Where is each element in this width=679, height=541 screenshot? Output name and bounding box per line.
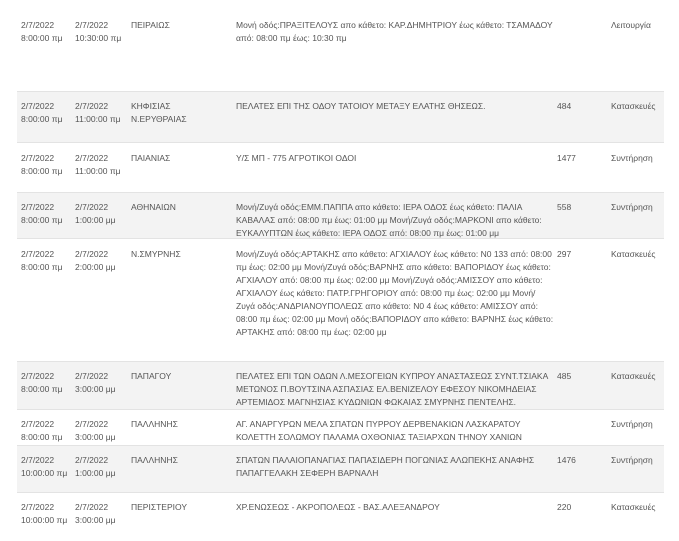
start-time: 2/7/2022 8:00:00 πμ [21, 153, 63, 176]
table-row [17, 493, 664, 541]
address-text: Μονή οδός:ΠΡΑΞΙΤΕΛΟΥΣ απο κάθετο: ΚΑΡ.ΔΗΜΗΤΡΙΟΥ έως κάθετο: ΤΣΑΜΑΔΟΥ από: 08:00 πμ έως: 10:30 πμ [236, 20, 553, 43]
address-text: ΠΕΛΑΤΕΣ ΕΠΙ ΤΩΝ ΟΔΩΝ Λ.ΜΕΣΟΓΕΙΩΝ ΚΥΠΡΟΥ ΑΝΑΣΤΑΣΕΩΣ ΣΥΝΤ.ΤΣΙΑΚΑ ΜΕΤΩΝΟΣ Π.ΒΟΥΤΣΙΝΑ ΑΣΠΑΣΙΑΣ ΕΛ.ΒΕΝΙΖΕΛΟΥ ΕΦΕΣΟΥ ΝΙΚΟΜΗΔΕΙΑΣ ΑΡΤΕΜΙΔΟΣ ΜΑΓΝΗΣΙΑΣ ΚΥΔΩΝΙΩΝ ΦΩΚΑΙΑΣ ΣΜΥΡΝΗΣ ΠΕΝΤΕΛΗΣ. [236, 371, 548, 407]
address-text: Υ/Σ ΜΠ - 775 ΑΓΡΟΤΙΚΟΙ ΟΔΟΙ [236, 153, 357, 163]
table-row [17, 91, 664, 143]
end-time: 2/7/2022 10:30:00 πμ [75, 20, 122, 43]
reason-text: Λειτουργία [611, 20, 651, 30]
reason-text: Συντήρηση [611, 455, 653, 465]
start-time: 2/7/2022 8:00:00 πμ [21, 202, 63, 225]
start-time: 2/7/2022 8:00:00 πμ [21, 419, 63, 442]
reason-text: Συντήρηση [611, 153, 653, 163]
customers-count: 558 [557, 202, 572, 212]
customers-count: 485 [557, 371, 572, 381]
end-time: 2/7/2022 3:00:00 μμ [75, 502, 116, 525]
table-row [17, 361, 664, 410]
customers-count: 1476 [557, 455, 576, 465]
start-time: 2/7/2022 10:00:00 πμ [21, 455, 68, 478]
start-time: 2/7/2022 8:00:00 πμ [21, 371, 63, 394]
end-time: 2/7/2022 11:00:00 πμ [75, 101, 121, 124]
end-time: 2/7/2022 3:00:00 μμ [75, 419, 116, 442]
area-name: ΚΗΦΙΣΙΑΣ Ν.ΕΡΥΘΡΑΙΑΣ [131, 101, 187, 124]
reason-text: Συντήρηση [611, 202, 653, 212]
area-name: ΠΑΙΑΝΙΑΣ [131, 153, 171, 163]
area-name: ΠΑΠΑΓΟΥ [131, 371, 172, 381]
address-text: Μονή/Ζυγά οδός:ΕΜΜ.ΠΑΠΠΑ απο κάθετο: ΙΕΡΑ ΟΔΟΣ έως κάθετο: ΠΑΛΙΑ ΚΑΒΑΛΑΣ από: 08:00 πμ έως: 01:00 μμ Μονή/Ζυγά οδός:ΜΑΡΚΟΝΙ απο κάθετο: ΕΥΚΑΛΥΠΤΩΝ έως κάθετο: ΙΕΡΑ ΟΔΟΣ από: 08:00 πμ έως: 01:00 μμ [236, 202, 542, 238]
start-time: 2/7/2022 8:00:00 πμ [21, 101, 63, 124]
area-name: ΠΑΛΛΗΝΗΣ [131, 419, 178, 429]
table-row [17, 192, 664, 239]
reason-text: Κατασκευές [611, 371, 656, 381]
address-text: ΠΕΛΑΤΕΣ ΕΠΙ ΤΗΣ ΟΔΟΥ ΤΑΤΟΙΟΥ ΜΕΤΑΞΥ ΕΛΑΤΗΣ ΘΗΣΕΩΣ. [236, 101, 486, 111]
reason-text: Κατασκευές [611, 502, 656, 512]
area-name: ΠΕΡΙΣΤΕΡΙΟΥ [131, 502, 187, 512]
area-name: ΠΕΙΡΑΙΩΣ [131, 20, 170, 30]
area-name: ΑΘΗΝΑΙΩΝ [131, 202, 176, 212]
address-text: ΧΡ.ΕΝΩΣΕΩΣ - ΑΚΡΟΠΟΛΕΩΣ - ΒΑΣ.ΑΛΕΞΑΝΔΡΟΥ [236, 502, 440, 512]
area-name: ΠΑΛΛΗΝΗΣ [131, 455, 178, 465]
start-time: 2/7/2022 8:00:00 πμ [21, 20, 63, 43]
reason-text: Συντήρηση [611, 419, 653, 429]
customers-count: 220 [557, 502, 572, 512]
table-row [17, 144, 664, 190]
reason-text: Κατασκευές [611, 249, 656, 259]
table-row [17, 445, 664, 493]
start-time: 2/7/2022 8:00:00 πμ [21, 249, 63, 272]
table-row [17, 240, 664, 337]
address-text: ΑΓ. ΑΝΑΡΓΥΡΩΝ ΜΕΛΑ ΣΠΑΤΩΝ ΠΥΡΡΟΥ ΔΕΡΒΕΝΑΚΙΩΝ ΛΑΣΚΑΡΑΤΟΥ ΚΟΛΕΤΤΗ ΣΟΛΩΜΟΥ ΠΑΛΑΜΑ ΟΧΘΟΝΙΑΣ ΤΑΞΙΑΡΧΩΝ ΤΗΝΟΥ ΧΑΝΙΩΝ [236, 419, 522, 442]
customers-count: 1477 [557, 153, 576, 163]
start-time: 2/7/2022 10:00:00 πμ [21, 502, 68, 525]
table-row [17, 11, 664, 63]
customers-count: 484 [557, 101, 572, 111]
address-text: Μονή/Ζυγά οδός:ΑΡΤΑΚΗΣ απο κάθετο: ΑΓΧΙΑΛΟΥ έως κάθετο: Ν0 133 από: 08:00 πμ έως: 02:00 μμ Μονή/Ζυγά οδός:ΒΑΡΝΗΣ απο κάθετο: ΒΑΠΟΡΙΔΟΥ έως κάθετο: ΑΓΧΙΑΛΟΥ από: 08:00 πμ έως: 02:00 μμ Μονή/Ζυγά οδός:ΑΜΙΣΣΟΥ απο κάθετο: ΑΓΧΙΑΛΟΥ έως κάθετο: ΠΑΤΡ.ΓΡΗΓΟΡΙΟΥ από: 08:00 πμ έως: 02:00 μμ Μονή/Ζυγά οδός:ΑΝΔΡΙΑΝΟΥΠΟΛΕΩΣ απο κάθετο: Ν0 4 έως κάθετο: ΑΜΙΣΣΟΥ από: 08:00 πμ έως: 02:00 μμ Μονή οδός:ΒΑΠΟΡΙΔΟΥ απο κάθετο: ΒΑΡΝΗΣ έως κάθετο: ΑΡΤΑΚΗΣ από: 08:00 πμ έως: 02:00 μμ [236, 249, 554, 337]
address-text: ΣΠΑΤΩΝ ΠΑΛΑΙΟΠΑΝΑΓΙΑΣ ΠΑΠΑΣΙΔΕΡΗ ΠΟΓΩΝΙΑΣ ΑΛΩΠΕΚΗΣ ΑΝΑΦΗΣ ΠΑΠΑΓΓΕΛΑΚΗ ΣΕΦΕΡΗ ΒΑΡΝΑΛΗ [236, 455, 535, 478]
end-time: 2/7/2022 1:00:00 μμ [75, 455, 116, 478]
end-time: 2/7/2022 2:00:00 μμ [75, 249, 116, 272]
end-time: 2/7/2022 11:00:00 πμ [75, 153, 121, 176]
customers-count: 297 [557, 249, 572, 259]
reason-text: Κατασκευές [611, 101, 656, 111]
end-time: 2/7/2022 1:00:00 μμ [75, 202, 116, 225]
table-row [17, 410, 664, 444]
area-name: Ν.ΣΜΥΡΝΗΣ [131, 249, 181, 259]
end-time: 2/7/2022 3:00:00 μμ [75, 371, 116, 394]
